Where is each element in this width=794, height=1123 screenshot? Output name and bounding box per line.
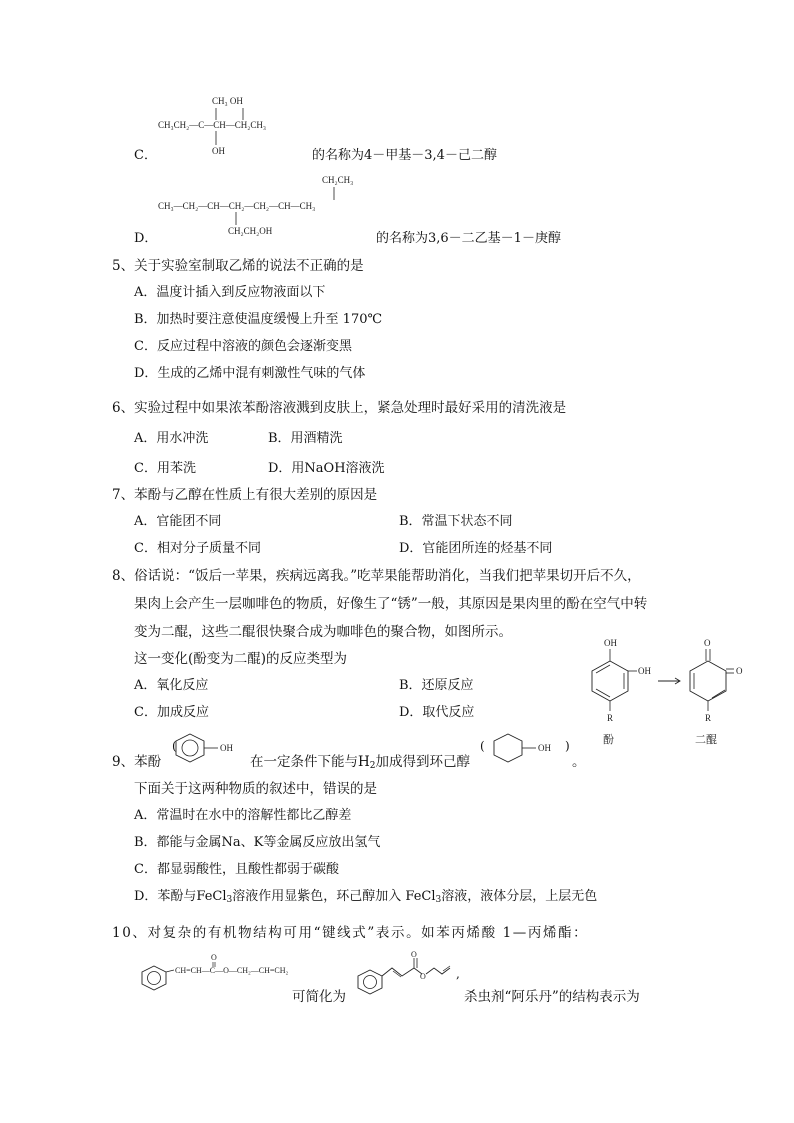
q8-option-d: D．取代反应 (399, 705, 475, 720)
q8-line1: 8、俗话说：“饭后一苹果，疾病远离我。”吃苹果能帮助消化，当我们把苹果切开后不久， (112, 568, 641, 584)
q10-end: 杀虫剂“阿乐丹”的结构表示为 (464, 989, 640, 1005)
phenol-caption: 酚 (603, 733, 614, 746)
q9-option-b: B．都能与金属Na、K等金属反应放出氢气 (134, 835, 381, 850)
q10-line1: 10、对复杂的有机物结构可用“键线式”表示。如苯丙烯酸 1—丙烯酯： (112, 925, 589, 941)
cyclohexanol-icon (486, 730, 576, 766)
q4-d-label: D． (134, 231, 158, 246)
q6-option-d: D．用NaOH溶液洗 (268, 461, 385, 476)
q7-option-a: A．官能团不同 (134, 514, 222, 529)
q4-c-text: 的名称为4－甲基－3,4－己二醇 (312, 148, 497, 163)
q9-period: 。 (572, 754, 586, 770)
q8-line4: 这一变化(酚变为二醌)的反应类型为 (134, 651, 348, 667)
q6-option-c: C．用苯洗 (134, 461, 196, 476)
svg-text:O: O (420, 972, 426, 981)
q8-line2: 果肉上会产生一层咖啡色的物质，好像生了“锈”一般，其原因是果肉里的酚在空气中转 (134, 596, 648, 612)
q8-option-c: C．加成反应 (134, 705, 209, 720)
q4-d-text: 的名称为3,6－二乙基－1－庚醇 (376, 231, 561, 246)
q9-paren-close-2: ) (565, 739, 570, 753)
c-struct-bottom: OH (212, 146, 225, 156)
q9-text-mid: 在一定条件下能与$H_2$加成得到环己醇 (250, 754, 471, 771)
q5-stem: 5、关于实验室制取乙烯的说法不正确的是 (112, 258, 364, 274)
q5-option-d: D．生成的乙烯中混有刺激性气味的气体 (134, 366, 366, 381)
phenol-oh-right: OH (638, 666, 651, 676)
phenol-to-quinone-figure (575, 635, 755, 750)
ester-formula-text: CH=CH—C—O—CH₂—CH=CH₂ (175, 966, 289, 975)
q5-option-b: B．加热时要注意使温度缓慢上升至 170℃ (134, 312, 383, 327)
q5-option-c: C．反应过程中溶液的颜色会逐渐变黑 (134, 339, 352, 354)
quinone-r: R (705, 713, 712, 723)
q6-option-b: B．用酒精洗 (268, 431, 343, 446)
cyclohexanol-oh-label: OH (538, 743, 551, 753)
q9-option-a: A．常温时在水中的溶解性都比乙醇差 (134, 808, 352, 823)
q8-option-a: A．氧化反应 (134, 678, 209, 693)
phenol-icon (170, 730, 250, 766)
q7-option-d: D．官能团所连的烃基不同 (399, 541, 553, 556)
q6-stem: 6、实验过程中如果浓苯酚溶液溅到皮肤上，紧急处理时最好采用的清洗液是 (112, 400, 567, 416)
q9-option-d: D．苯酚与FeCl$_3$溶液作用显紫色，环己醇加入 FeCl$_3$溶液，液体分层，上层无色 (134, 889, 598, 905)
q7-option-b: B．常温下状态不同 (399, 514, 513, 529)
q9-label: 9、苯酚 (112, 754, 162, 770)
q10-mid: 可简化为 (292, 989, 346, 1005)
svg-text:O: O (411, 950, 417, 959)
q7-option-c: C．相对分子质量不同 (134, 541, 261, 556)
quinone-o-top: O (704, 638, 711, 648)
phenol-r: R (607, 713, 614, 723)
d-struct-main: CH₃—CH₂—CH—CH₂—CH₂—CH—CH₃ (158, 201, 316, 211)
c-struct-main: CH₃CH₂—C—CH—CH₂CH₃ (158, 120, 267, 130)
q6-option-a: A．用水冲洗 (134, 431, 209, 446)
d-struct-top: CH₂CH₃ (322, 175, 354, 185)
q9-line2: 下面关于这两种物质的叙述中，错误的是 (134, 781, 377, 797)
q5-option-a: A．温度计插入到反应物液面以下 (134, 285, 326, 300)
q4-c-label: C． (134, 148, 157, 163)
ester-formula-o: O (211, 953, 217, 962)
q7-stem: 7、苯酚与乙醇在性质上有很大差别的原因是 (112, 487, 378, 503)
reaction-arrow-icon (658, 678, 680, 684)
q8-option-b: B．还原反应 (399, 678, 474, 693)
q10-comma: , (456, 967, 460, 981)
quinone-structure (690, 638, 743, 746)
quinone-o-right: O (736, 666, 743, 676)
phenol-structure (592, 638, 651, 746)
c-struct-top: CH₃ OH (212, 96, 243, 106)
q8-line3: 变为二醌，这些二醌很快聚合成为咖啡色的聚合物，如图所示。 (134, 624, 512, 640)
phenol-oh-label: OH (220, 743, 233, 753)
quinone-caption: 二醌 (695, 733, 717, 746)
ester-bond-line-formula (356, 948, 466, 1002)
phenol-oh-top: OH (604, 638, 617, 648)
q9-paren-open-1: ( (172, 739, 177, 753)
q9-paren-open-2: ( (480, 739, 485, 753)
q9-option-c: C．都显弱酸性，且酸性都弱于碳酸 (134, 862, 339, 877)
ester-full-formula (140, 952, 300, 1002)
d-struct-bottom: CH₂CH₂OH (228, 226, 273, 236)
